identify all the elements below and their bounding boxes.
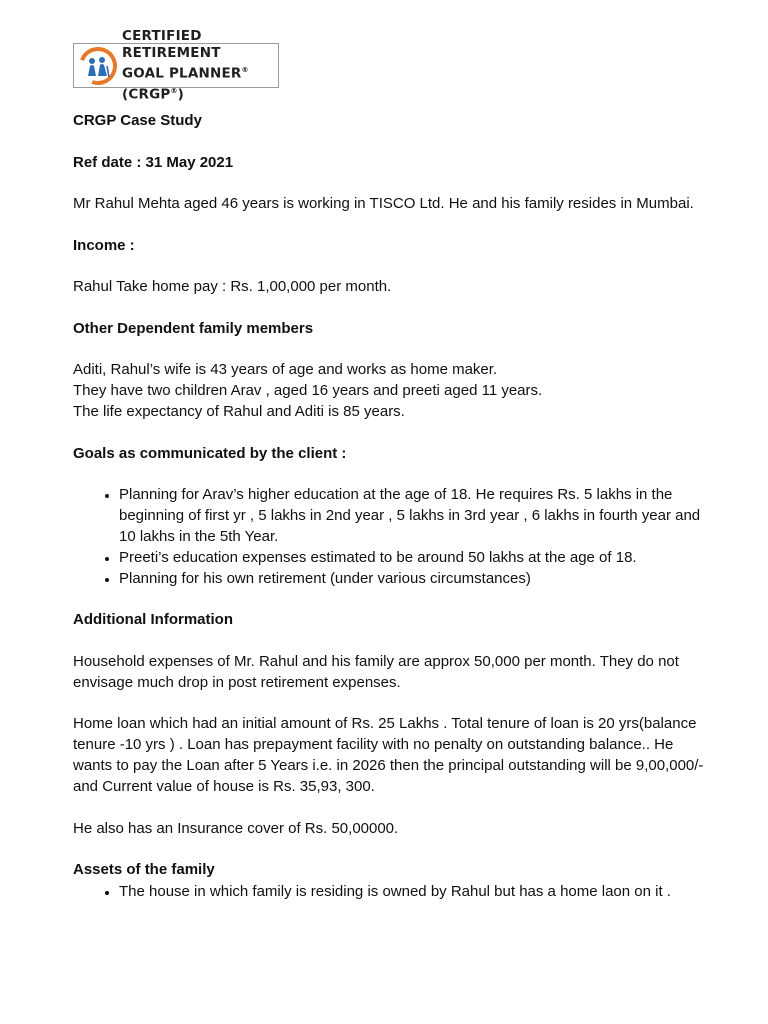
goals-list xyxy=(73,484,713,589)
dependents-heading: Other Dependent family members xyxy=(73,319,314,337)
dependents-line: Aditi, Rahul’s wife is 43 years of age and works as home maker. xyxy=(73,361,498,378)
home-loan-paragraph: Home loan which had an initial amount of Rs. 25 Lakhs . Total tenure of loan is 20 yrs(balance tenure -10 yrs ) . Loan has prepayment facility with no penalty on outstanding balance.. He wants to pay the Loan after 5 Years i.e. in 2026 then the principal outstanding will be 9,00,000/- and Current value of house is Rs. 35,93, 300. xyxy=(73,715,704,795)
income-heading: Income : xyxy=(73,236,135,254)
income-text: Rahul Take home pay : Rs. 1,00,000 per month. xyxy=(73,278,392,295)
asset-item: • The house in which family is residing is owned by Rahul but has a home laon on it . xyxy=(119,881,713,902)
additional-heading: Additional Information xyxy=(73,611,233,628)
goals-heading: Goals as communicated by the client : xyxy=(73,444,347,462)
logo-text xyxy=(122,28,278,103)
crgp-logo xyxy=(73,28,279,102)
goal-item: • Preeti’s education expenses estimated to be around 50 lakhs at the age of 18. xyxy=(119,547,713,568)
household-paragraph: Household expenses of Mr. Rahul and his family are approx 50,000 per month. They do not envisage much drop in post retirement expenses. xyxy=(73,652,679,691)
logo-line2: GOAL PLANNER® (CRGP®) xyxy=(122,65,249,102)
dependents-line: They have two children Arav , aged 16 years and preeti aged 11 years. xyxy=(73,382,543,399)
goal-item: • Planning for Arav’s higher education at the age of 18. He requires Rs. 5 lakhs in the beginning of first yr , 5 lakhs in 2nd year , 5 lakhs in 3rd year , 6 lakhs in fourth year and 10 lakhs in the 5th Year. xyxy=(119,484,713,547)
assets-list xyxy=(73,881,713,902)
dependents-paragraph xyxy=(73,359,713,422)
insurance-paragraph: He also has an Insurance cover of Rs. 50,00000. xyxy=(73,819,399,837)
intro-paragraph: Mr Rahul Mehta aged 46 years is working in TISCO Ltd. He and his family resides in Mumbai. xyxy=(73,195,694,212)
assets-heading: Assets of the family xyxy=(73,861,215,878)
retirement-family-icon xyxy=(78,46,118,86)
case-study-body xyxy=(73,110,713,922)
dependents-line: The life expectancy of Rahul and Aditi is 85 years. xyxy=(73,403,405,420)
logo-line1: CERTIFIED RETIREMENT xyxy=(122,28,221,61)
doc-title: CRGP Case Study xyxy=(73,112,202,129)
goal-item: • Planning for his own retirement (under various circumstances) xyxy=(119,568,713,589)
ref-date: Ref date : 31 May 2021 xyxy=(73,153,234,171)
